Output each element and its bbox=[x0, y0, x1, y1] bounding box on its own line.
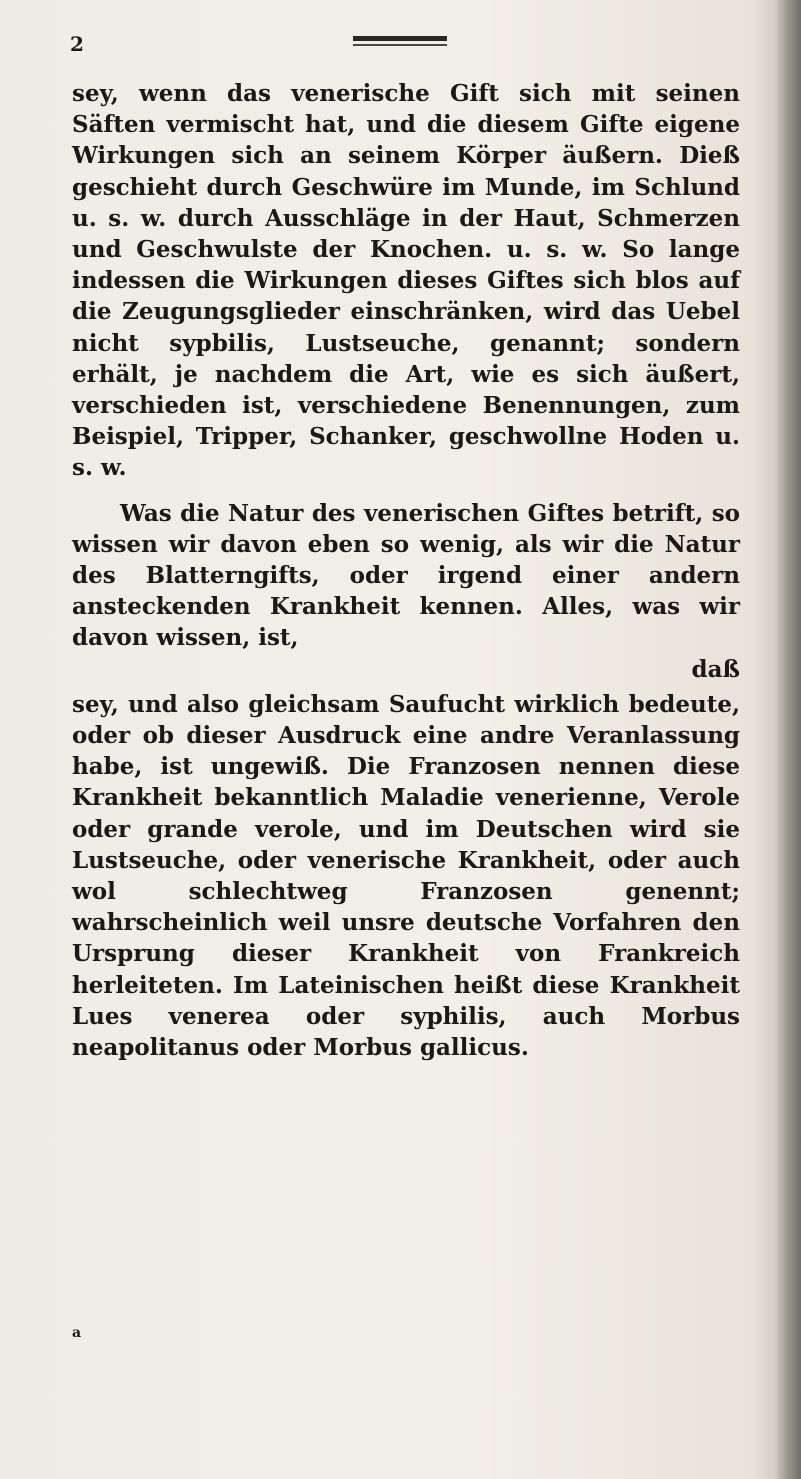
paragraph-1: sey, wenn das venerische Gift sich mit seinen Säften vermischt hat, und die diesem Gifte eigene Wirkungen sich an seinem Körper äußern. Dieß geschieht durch Geschwüre im Munde, im Schlund u. s. w. durch Ausschläge in der Haut, Schmerzen und Geschwulste der Knochen. u. s. w. So lange indessen die Wirkungen dieses Giftes sich blos auf die Zeugungsglieder einschränken, wird das Uebel nicht sypbilis, Lustseuche, genannt; sondern erhält, je nachdem die Art, wie es sich äußert, verschieden ist, verschiedene Benennungen, zum Beispiel, Tripper, Schanker, geschwollne Hoden u. s. w. bbox=[72, 80, 740, 482]
page-edge-shadow bbox=[775, 0, 801, 1479]
header-rule-thin bbox=[353, 44, 447, 46]
body-text bbox=[72, 78, 740, 1063]
paragraph-3: sey, und also gleichsam Saufucht wirklich bedeute, oder ob dieser Ausdruck eine andre Veranlassung habe, ist ungewiß. Die Franzosen nennen diese Krankheit bekanntlich Maladie venerienne, Verole oder grande verole, und im Deutschen wird sie Lustseuche, oder venerische Krankheit, oder auch wol schlechtweg Franzosen genennt; wahrscheinlich weil unsre deutsche Vorfahren den Ursprung dieser Krankheit von Frankreich herleiteten. Im Lateinischen heißt diese Krankheit Lues venerea oder syphilis, auch Morbus neapolitanus oder Morbus gallicus. bbox=[72, 690, 740, 1062]
paragraph-2: Was die Natur des venerischen Giftes betrift, so wissen wir davon eben so wenig, als wir die Natur des Blatterngifts, oder irgend einer andern ansteckenden Krankheit kennen. Alles, was wir davon wissen, ist, bbox=[72, 499, 740, 652]
footer-mark: a bbox=[72, 1325, 82, 1341]
header-rule bbox=[353, 36, 447, 41]
catchword: daß bbox=[691, 655, 740, 683]
signature-mark: 2 bbox=[70, 32, 84, 56]
